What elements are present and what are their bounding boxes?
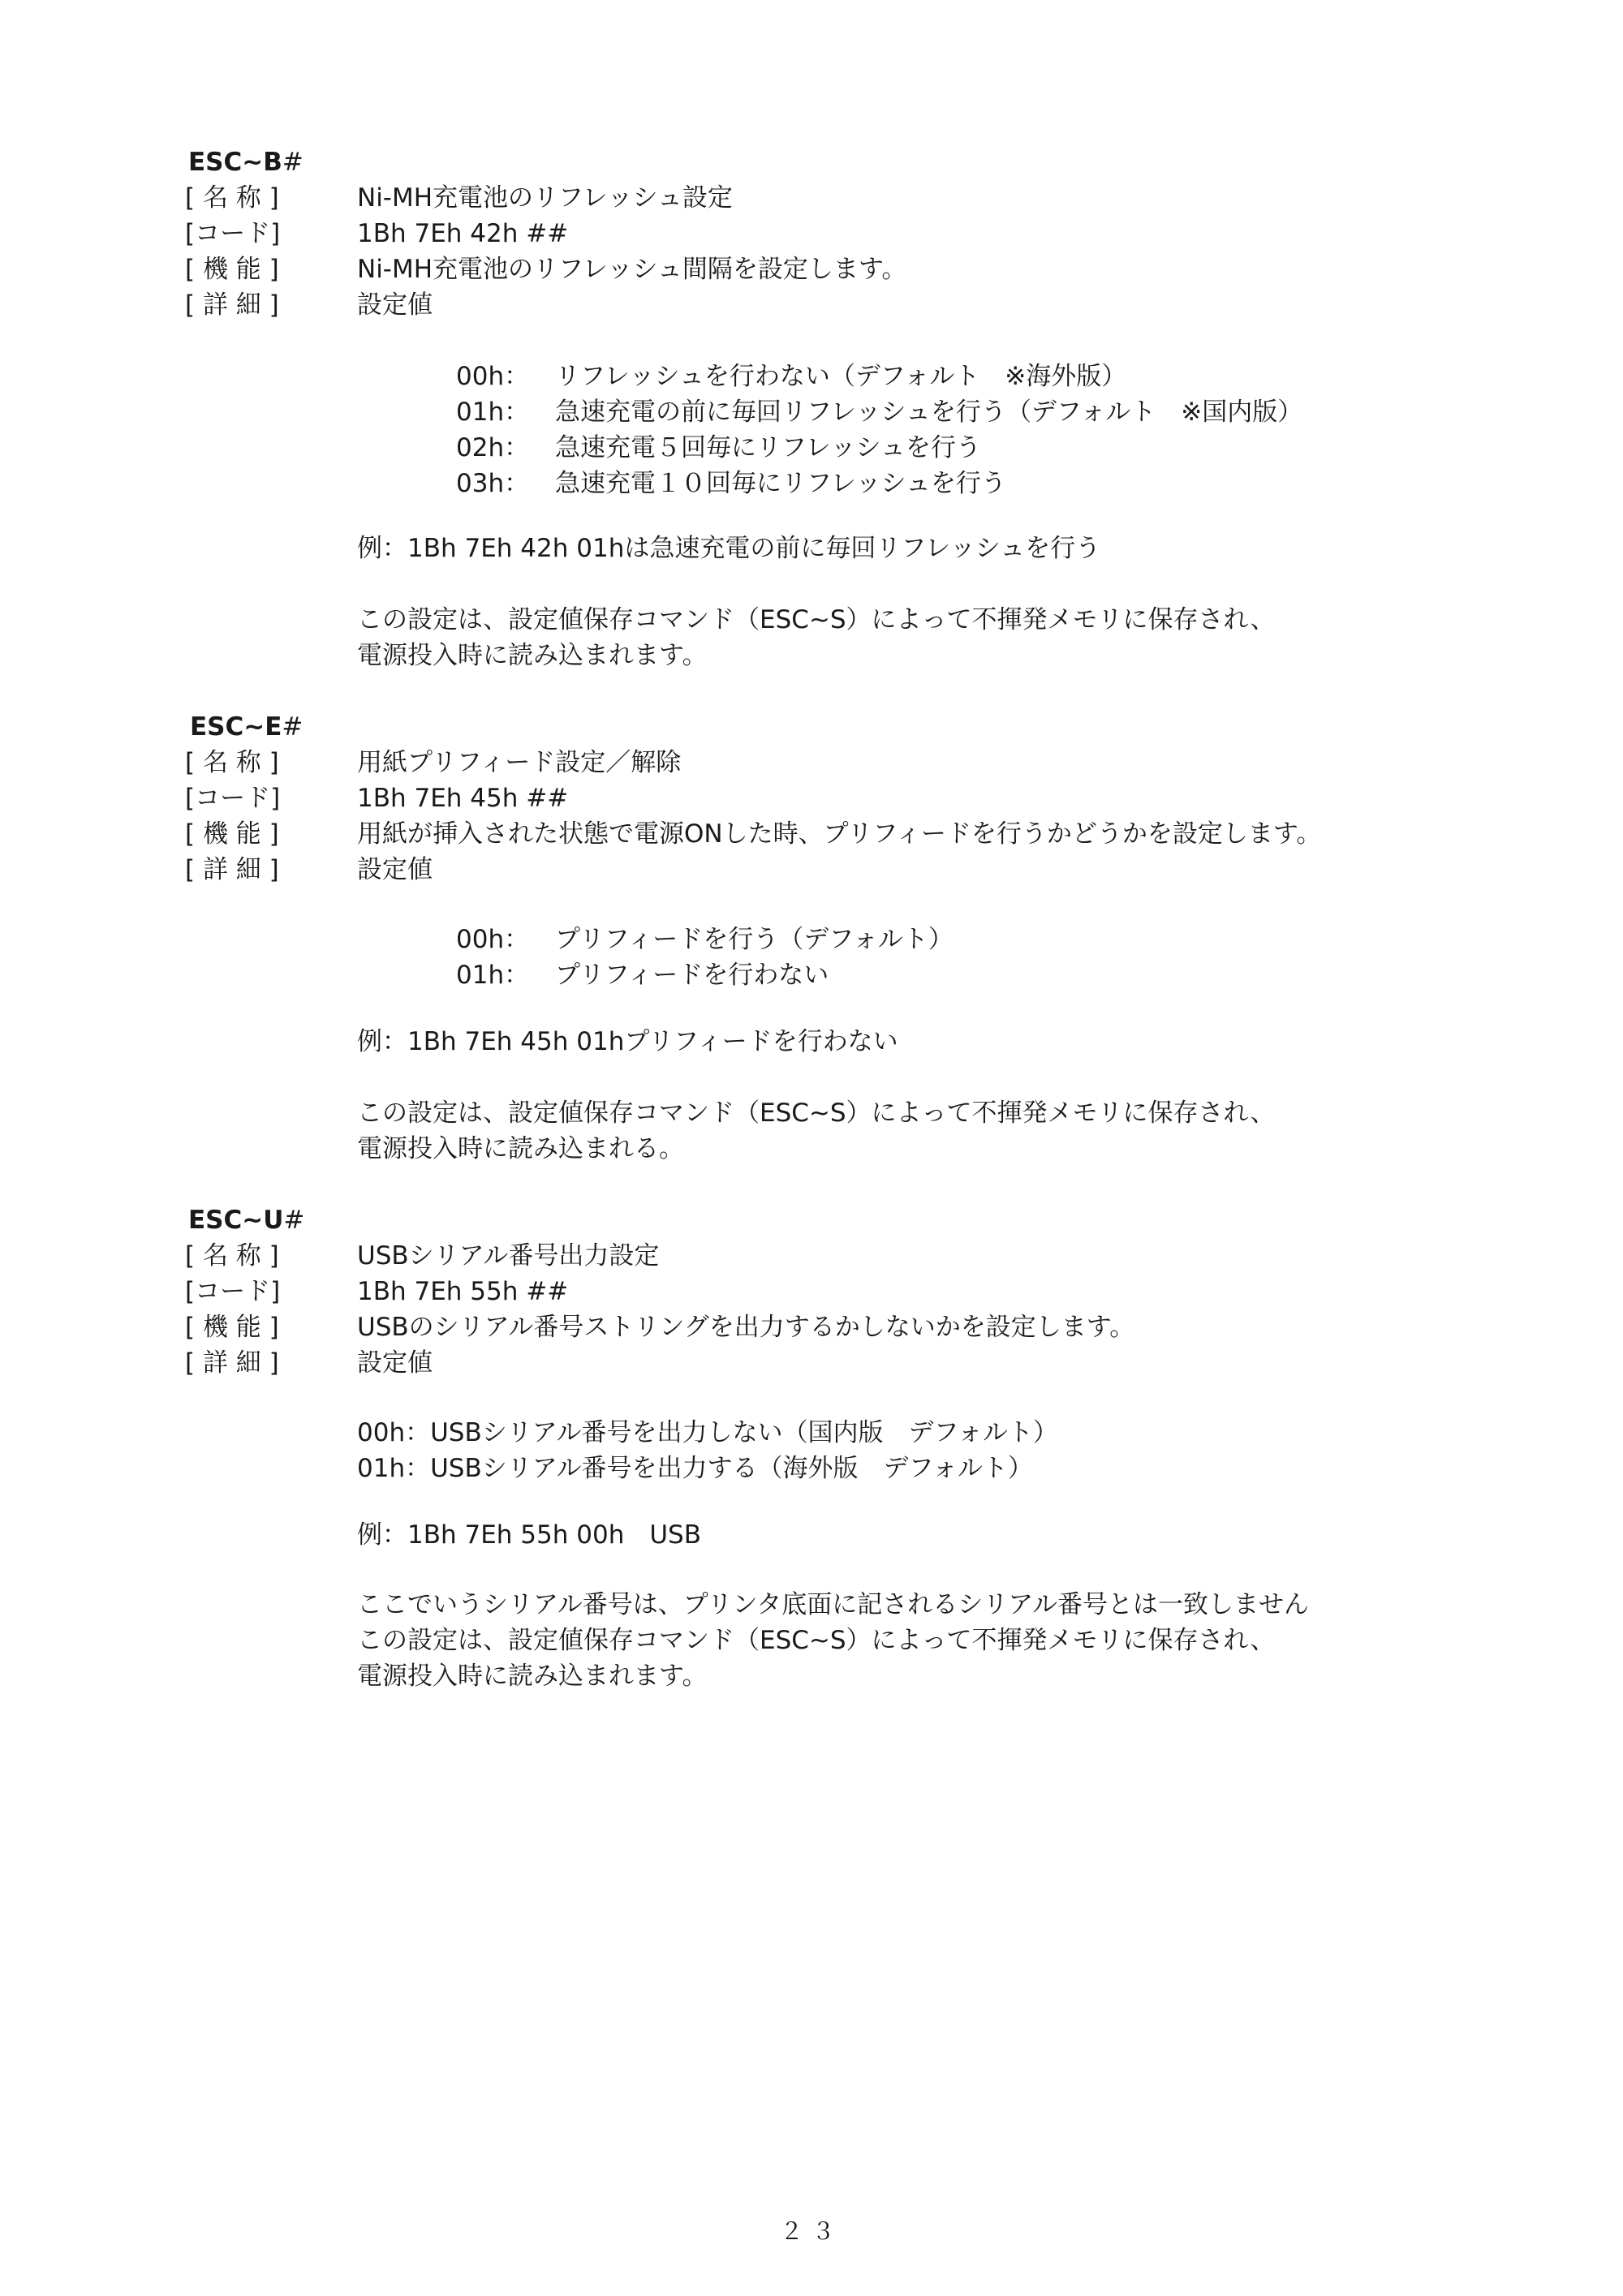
note-line: ここでいうシリアル番号は、プリンタ底面に記されるシリアル番号とは一致しません xyxy=(357,1590,1310,1619)
code-label: [コード] xyxy=(185,219,281,248)
name-value: USBシリアル番号出力設定 xyxy=(357,1241,660,1271)
name-label: [ 名 称 ] xyxy=(185,183,279,213)
function-value: USBのシリアル番号ストリングを出力するかしないかを設定します。 xyxy=(357,1313,1135,1342)
page-number: ２３ xyxy=(779,2217,843,2245)
option-line: 00h：USBシリアル番号を出力しない（国内版 デフォルト） xyxy=(357,1418,1058,1447)
code-label: [コード] xyxy=(185,1277,281,1306)
option-text: 急速充電５回毎にリフレッシュを行う xyxy=(555,433,981,462)
option-key: 03h： xyxy=(456,469,530,498)
function-label: [ 機 能 ] xyxy=(185,255,279,284)
command-name: ESC~B xyxy=(188,148,282,177)
command-heading xyxy=(190,709,303,745)
example-text: 例：1Bh 7Eh 55h 00h USB xyxy=(357,1520,701,1550)
option-text: プリフィードを行う（デフォルト） xyxy=(555,925,954,954)
code-value: 1Bh 7Eh 45h ## xyxy=(357,784,569,813)
command-suffix: # xyxy=(283,1206,305,1235)
note-line: この設定は、設定値保存コマンド（ESC~S）によって不揮発メモリに保存され、 xyxy=(357,605,1276,634)
option-key: 01h： xyxy=(456,398,530,427)
option-key: 00h： xyxy=(456,925,530,954)
detail-value: 設定値 xyxy=(357,1348,433,1378)
command-name: ESC~U xyxy=(188,1206,284,1235)
code-value: 1Bh 7Eh 42h ## xyxy=(357,219,569,248)
note-line: この設定は、設定値保存コマンド（ESC~S）によって不揮発メモリに保存され、 xyxy=(357,1626,1276,1655)
note-line: 電源投入時に読み込まれます。 xyxy=(357,641,708,670)
option-key: 00h： xyxy=(456,362,530,391)
option-text: 急速充電１０回毎にリフレッシュを行う xyxy=(555,469,1006,498)
example-text: 例：1Bh 7Eh 42h 01hは急速充電の前に毎回リフレッシュを行う xyxy=(357,534,1101,563)
example-text: 例：1Bh 7Eh 45h 01hプリフィードを行わない xyxy=(357,1027,898,1056)
option-line: 01h：USBシリアル番号を出力する（海外版 デフォルト） xyxy=(357,1454,1033,1483)
note-line: 電源投入時に読み込まれます。 xyxy=(357,1662,708,1691)
function-value: 用紙が挿入された状態で電源ONした時、プリフィードを行うかどうかを設定します。 xyxy=(357,819,1322,849)
option-text: プリフィードを行わない xyxy=(555,961,829,990)
name-label: [ 名 称 ] xyxy=(185,748,279,777)
detail-value: 設定値 xyxy=(357,855,433,884)
detail-label: [ 詳 細 ] xyxy=(185,855,279,884)
code-value: 1Bh 7Eh 55h ## xyxy=(357,1277,569,1306)
command-heading xyxy=(188,1202,304,1238)
note-line: この設定は、設定値保存コマンド（ESC~S）によって不揮発メモリに保存され、 xyxy=(357,1099,1276,1128)
option-key: 02h： xyxy=(456,433,530,462)
function-label: [ 機 能 ] xyxy=(185,1313,279,1342)
detail-label: [ 詳 細 ] xyxy=(185,1348,279,1378)
note-line: 電源投入時に読み込まれる。 xyxy=(357,1134,684,1163)
name-value: Ni-MH充電池のリフレッシュ設定 xyxy=(357,183,733,213)
command-name: ESC~E xyxy=(190,712,282,742)
option-key: 01h： xyxy=(456,961,530,990)
option-text: リフレッシュを行わない（デフォルト ※海外版） xyxy=(555,362,1127,391)
option-text: 急速充電の前に毎回リフレッシュを行う（デフォルト ※国内版） xyxy=(555,398,1303,427)
command-heading xyxy=(188,144,304,180)
code-label: [コード] xyxy=(185,784,281,813)
name-value: 用紙プリフィード設定／解除 xyxy=(357,748,682,777)
command-suffix: # xyxy=(282,148,304,177)
function-value: Ni-MH充電池のリフレッシュ間隔を設定します。 xyxy=(357,255,907,284)
command-suffix: # xyxy=(282,712,304,742)
detail-value: 設定値 xyxy=(357,290,433,320)
function-label: [ 機 能 ] xyxy=(185,819,279,849)
detail-label: [ 詳 細 ] xyxy=(185,290,279,320)
name-label: [ 名 称 ] xyxy=(185,1241,279,1271)
